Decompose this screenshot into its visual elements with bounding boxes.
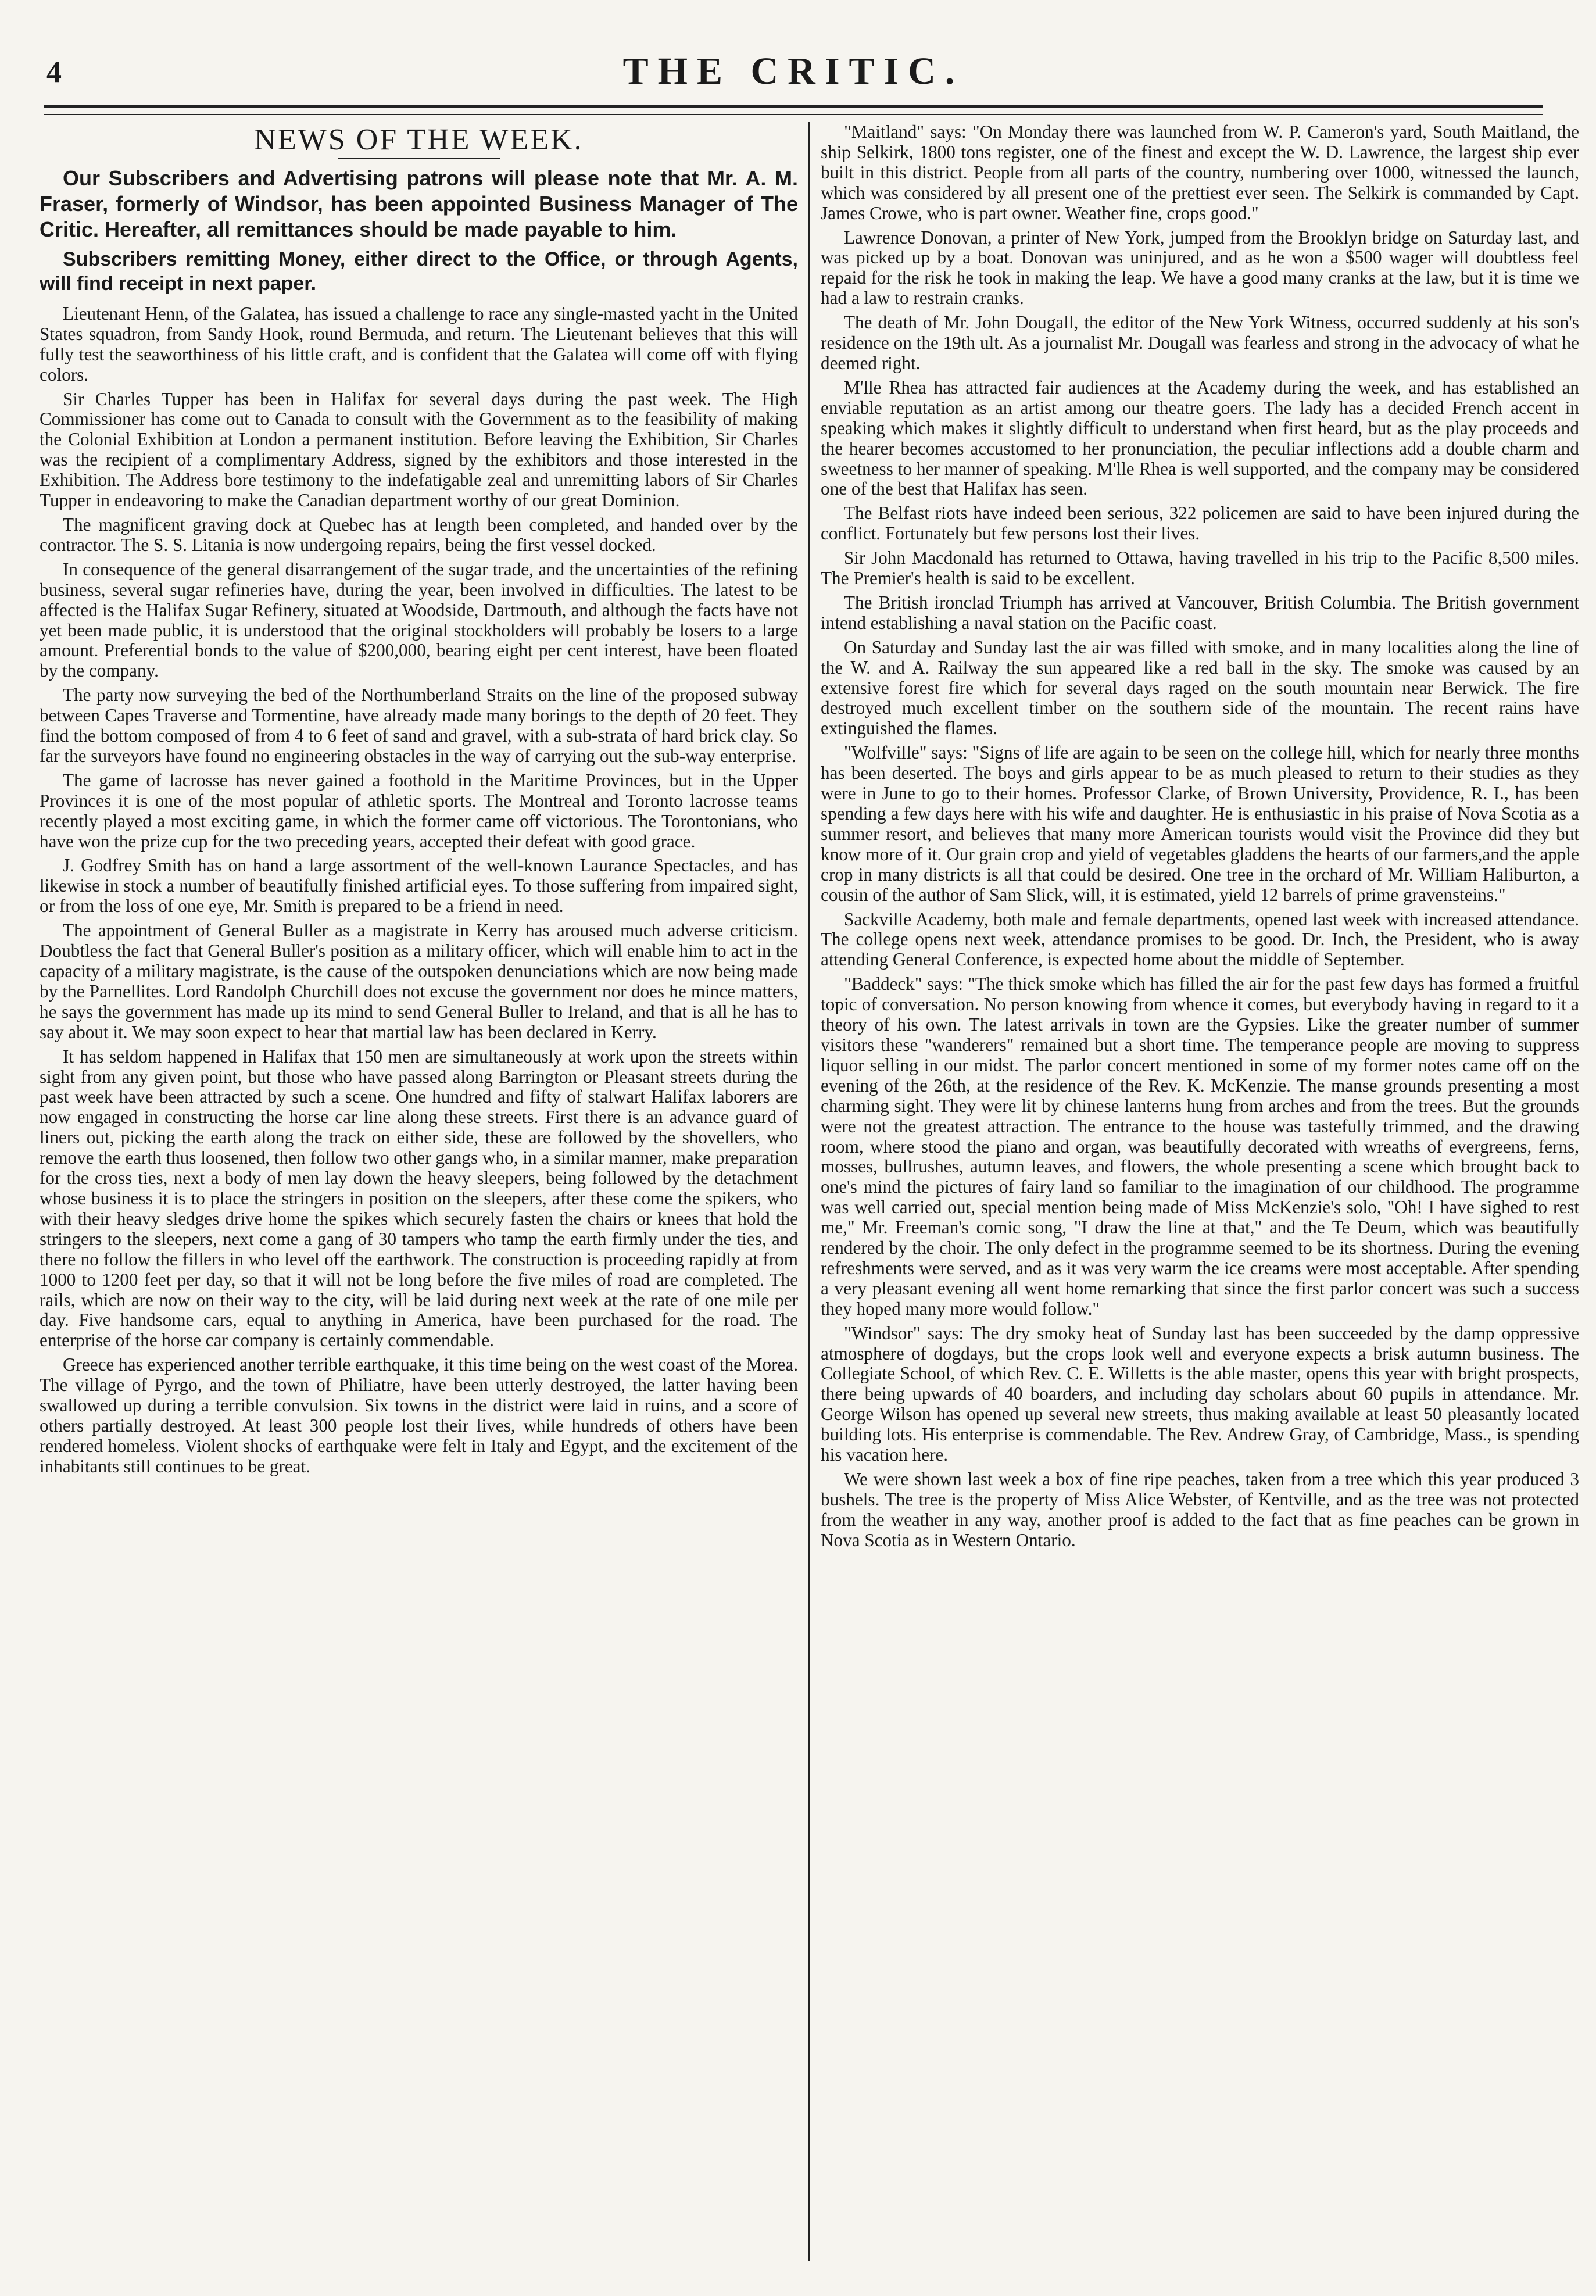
article-rhea-academy: M'lle Rhea has attracted fair audiences at the Academy during the week, and has established an enviable reputation as an artist among our theatre goers. The lady has a decided French accent in speaking which makes it slightly difficult to understand when first heard, but as the play proceeds and the hearer becomes accustomed to her pronunciation, the peculiar inflections add a double charm and sweetness to her manner of speaking. M'lle Rhea is well supported, and the company may be considered one of the best that Halifax has seen. bbox=[821, 377, 1579, 499]
page-number: 4 bbox=[46, 56, 62, 89]
right-column bbox=[821, 122, 1579, 2261]
article-baddeck: "Baddeck" says: "The thick smoke which has filled the air for the past few days has formed a fruitful topic of conversation. No person knowing from whence it comes, but everybody having in regard to it a theory of his own. The latest arrivals in town are the Gypsies. Like the greater number of summer visitors these "wanderers" remained but a short time. The temperance people are moving to suppress liquor selling in our midst. The parlor concert mentioned in some of my former notes came off on the evening of the 26th, at the residence of the Rev. K. McKenzie. The manse grounds presenting a most charming sight. They were lit by chinese lanterns hung from arches and from the trees. But the grounds were not the greatest attraction. The entrance to the house was tastefully trimmed, and the drawing room, where stood the piano and organ, was beautifully decorated with wreaths of evergreens, ferns, mosses, bullrushes, autumn leaves, and flowers, the whole presenting a scene which brought back to one's mind the pictures of fairy land so familiar to the imagination of our childhood. The programme was well carried out, special mention being made of Miss McKenzie's solo, "Oh! I have sighed to rest me," Mr. Freeman's comic song, "I draw the line at that," and the Te Deum, which was beautifully rendered by the choir. The only defect in the programme seemed to be its shortness. During the evening refreshments were served, and as it was very warm the ice creams were most acceptable. After spending a very pleasant evening all went home remarking that since the first parlor concert was such a success they hoped many more would follow." bbox=[821, 974, 1579, 1319]
article-lacrosse: The game of lacrosse has never gained a foothold in the Maritime Provinces, but in the Upper Provinces it is one of the most popular of athletic sports. The Montreal and Toronto lacrosse teams recently played a most exciting game, in which the former came off victorious. The Torontonians, who have won the prize cup for the two preceding years, accepted their defeat with good grace. bbox=[40, 770, 798, 852]
masthead-title: THE CRITIC. bbox=[622, 50, 964, 92]
notice-business-manager: Our Subscribers and Advertising patrons will please note that Mr. A. M. Fraser, formerly of Windsor, has been appointed Business Manager of The Critic. Hereafter, all remittances should be made payable to him. bbox=[40, 166, 798, 241]
column-divider bbox=[808, 122, 810, 2261]
article-greece-earthquake: Greece has experienced another terrible earthquake, it this time being on the west coast of the Morea. The village of Pyrgo, and the town of Philiatre, have been utterly destroyed, the latter having been swallowed up during a terrible convulsion. Six towns in the district were laid in ruins, and a score of others partially destroyed. At least 300 people lost their lives, while hundreds of others have been rendered homeless. Violent shocks of earthquake were felt in Italy and Egypt, and the excitement of the inhabitants still continues to be great. bbox=[40, 1354, 798, 1476]
article-maitland-launch: "Maitland" says: "On Monday there was launched from W. P. Cameron's yard, South Maitland, the ship Selkirk, 1800 tons register, one of the finest and except the W. D. Lawrence, the largest ship ever built in this district. People from all parts of the country, numbering over 1000, witnessed the launch, which was considered by all present one of the prettiest ever seen. The Selkirk is commanded by Capt. James Crowe, who is part owner. Weather fine, crops good." bbox=[821, 122, 1579, 223]
article-buller-kerry: The appointment of General Buller as a magistrate in Kerry has aroused much adverse criticism. Doubtless the fact that General Buller's position as a military officer, which will enable him to act in the capacity of a military magistrate, is the cause of the outspoken denunciations which are now being made by the Parnellites. Lord Randolph Churchill does not excuse the government nor does he mince matters, he says the government has made up its mind to send General Buller to Ireland, and that is all he has to say about it. We may soon expect to hear that martial law has been declared in Kerry. bbox=[40, 920, 798, 1042]
masthead-rule-thin bbox=[44, 114, 1543, 115]
masthead-rule-thick bbox=[44, 105, 1543, 108]
newspaper-page bbox=[29, 23, 1579, 2273]
article-subway-survey: The party now surveying the bed of the Northumberland Straits on the line of the proposed subway between Capes Traverse and Tormentine, have already made many borings to the depth of 20 feet. They find the bottom composed of from 4 to 6 feet of sand and gravel, with a sub-strata of hard brick clay. So far the surveyors have found no engineering obstacles in the way of carrying out the sub-way enterprise. bbox=[40, 685, 798, 766]
article-belfast-riots: The Belfast riots have indeed been serious, 322 policemen are said to have been injured during the conflict. Fortunately but few persons lost their lives. bbox=[821, 503, 1579, 544]
heading-rule bbox=[338, 158, 500, 159]
article-peaches: We were shown last week a box of fine ripe peaches, taken from a tree which this year produced 3 bushels. The tree is the property of Miss Alice Webster, of Kentville, and as the tree was not protected from the weather in any way, another proof is added to the fact that as fine peaches can be grown in Nova Scotia as in Western Ontario. bbox=[821, 1469, 1579, 1550]
article-galatea-challenge: Lieutenant Henn, of the Galatea, has issued a challenge to race any single-masted yacht in the United States squadron, from Sandy Hook, round Bermuda, and return. The Lieutenant believes that this will fully test the seaworthiness of his little craft, and is confident that the Galatea will come off with flying colors. bbox=[40, 303, 798, 385]
article-sackville-academy: Sackville Academy, both male and female departments, opened last week with increased attendance. The college opens next week, attendance promises to be good. Dr. Inch, the President, who is away attending General Conference, is expected home about the middle of September. bbox=[821, 909, 1579, 970]
article-tupper-visit: Sir Charles Tupper has been in Halifax for several days during the past week. The High Commissioner has come out to Canada to consult with the Government as to the feasibility of making the Colonial Exhibition at London a permanent institution. Before leaving the Exhibition, Sir Charles was the recipient of a complimentary Address, signed by the exhibitors and those interested in the Exhibition. The Address bore testimony to the indefatigable zeal and unremitting labors of Sir Charles Tupper in endeavoring to make the Canadian department worthy of our great Dominion. bbox=[40, 388, 798, 511]
article-macdonald-return: Sir John Macdonald has returned to Ottawa, having travelled in his trip to the Pacific 8,500 miles. The Premier's health is said to be excellent. bbox=[821, 548, 1579, 589]
section-heading: NEWS OF THE WEEK. bbox=[254, 123, 584, 156]
article-forest-fire-smoke: On Saturday and Sunday last the air was filled with smoke, and in many localities along the line of the W. and A. Railway the sun appeared like a red ball in the sky. The smoke was caused by an extensive forest fire which for several days raged on the south mountain near Berwick. The fire destroyed much excellent timber on the southern side of the mountain. The recent rains have extinguished the flames. bbox=[821, 636, 1579, 739]
article-donovan-jump: Lawrence Donovan, a printer of New York, jumped from the Brooklyn bridge on Saturday last, and was picked up by a boat. Donovan was uninjured, and as he won a $500 wager will doubtless feel repaid for the risk he took in making the leap. We have a good many cranks at the law, but it is time we had a law to restrain cranks. bbox=[821, 227, 1579, 309]
article-dougall-death: The death of Mr. John Dougall, the editor of the New York Witness, occurred suddenly at his son's residence on the 19th ult. As a journalist Mr. Dougall was fearless and strong in the advocacy of what he deemed right. bbox=[821, 312, 1579, 373]
article-windsor: "Windsor" says: The dry smoky heat of Sunday last has been succeeded by the damp oppressive atmosphere of dogdays, but the crops look well and everyone expects a brisk autumn business. The Collegiate School, of which Rev. C. E. Willetts is the able master, opens this year with bright prospects, there being upwards of 40 boarders, and including day scholars about 60 pupils in attendance. Mr. George Wilson has opened up several new streets, thus making available at least 50 pleasantly located building lots. His enterprise is commendable. The Rev. Andrew Gray, of Cambridge, Mass., is spending his vacation here. bbox=[821, 1322, 1579, 1465]
column-end bbox=[40, 1481, 798, 1487]
article-sugar-refinery: In consequence of the general disarrangement of the sugar trade, and the uncertainties of the refining business, several sugar refineries have, during the year, been involved in difficulties. The latest to be affected is the Halifax Sugar Refinery, situated at Woodside, Dartmouth, and although the facts have not yet been made public, it is understood that the original stockholders will probably be losers to a large amount. Preferential bonds to the value of $200,000, bearing eight per cent interest, have been floated by the company. bbox=[40, 559, 798, 681]
left-column bbox=[40, 122, 798, 2261]
article-wolfville: "Wolfville" says: "Signs of life are again to be seen on the college hill, which for nearly three months has been deserted. The boys and girls appear to be as much pleased to return to their studies as they were in June to go to their homes. Professor Clarke, of Brown University, Providence, R. I., has been spending a few days here with his wife and daughter. He is enthusiastic in his praise of Nova Scotia as a summer resort, and believes that many more American tourists would visit the Province did they but know more of it. Our grain crop and yield of vegetables gladdens the hearts of our farmers,and the apple crop in many districts is all that could be desired. One tree in the orchard of Mr. William Haliburton, a cousin of the author of Sam Slick, will, it is estimated, yield 12 barrels of prime gravensteins." bbox=[821, 742, 1579, 905]
article-triumph-vancouver: The British ironclad Triumph has arrived at Vancouver, British Columbia. The British government intend establishing a naval station on the Pacific coast. bbox=[821, 592, 1579, 633]
article-horse-car-line: It has seldom happened in Halifax that 150 men are simultaneously at work upon the streets within sight from any given point, but those who have passed along Barrington or Pleasant streets during the past week have been attracted by such a scene. One hundred and fifty of stalwart Halifax laborers are now engaged in constructing the horse car line along these streets. First there is an advance guard of liners out, picking the earth along the track on either side, these are followed by the shovellers, who remove the earth thus loosened, then follow two other gangs who, in a similar manner, make preparation for the cross ties, next a body of men lay down the heavy sleepers, being followed by the detachment whose business it is to place the stringers in position on the sleepers, after these come the spikers, who with their heavy sledges drive home the spikes which securely fasten the chairs or knees that hold the stringers to the sleepers, next come a gang of 30 tampers who tamp the earth firmly under the ties, and there no follow the fillers in who level off the earthwork. The construction is proceeding rapidly at from 1000 to 1200 feet per day, so that it will not be long before the five miles of road are completed. The rails, which are now on their way to the city, will be laid during next week at the rate of one mile per day. Five handsome cars, equal to anything in America, have been purchased for the road. The enterprise of the horse car company is certainly commendable. bbox=[40, 1046, 798, 1351]
article-spectacles: J. Godfrey Smith has on hand a large assortment of the well-known Laurance Spectacles, and has likewise in stock a number of beautifully finished artificial eyes. To those suffering from impaired sight, or from the loss of one eye, Mr. Smith is prepared to be a friend in need. bbox=[40, 855, 798, 917]
article-quebec-dock: The magnificent graving dock at Quebec has at length been completed, and handed over by the contractor. The S. S. Litania is now undergoing repairs, being the first vessel docked. bbox=[40, 514, 798, 555]
notice-remittance: Subscribers remitting Money, either direct to the Office, or through Agents, will find receipt in next paper. bbox=[40, 248, 798, 295]
